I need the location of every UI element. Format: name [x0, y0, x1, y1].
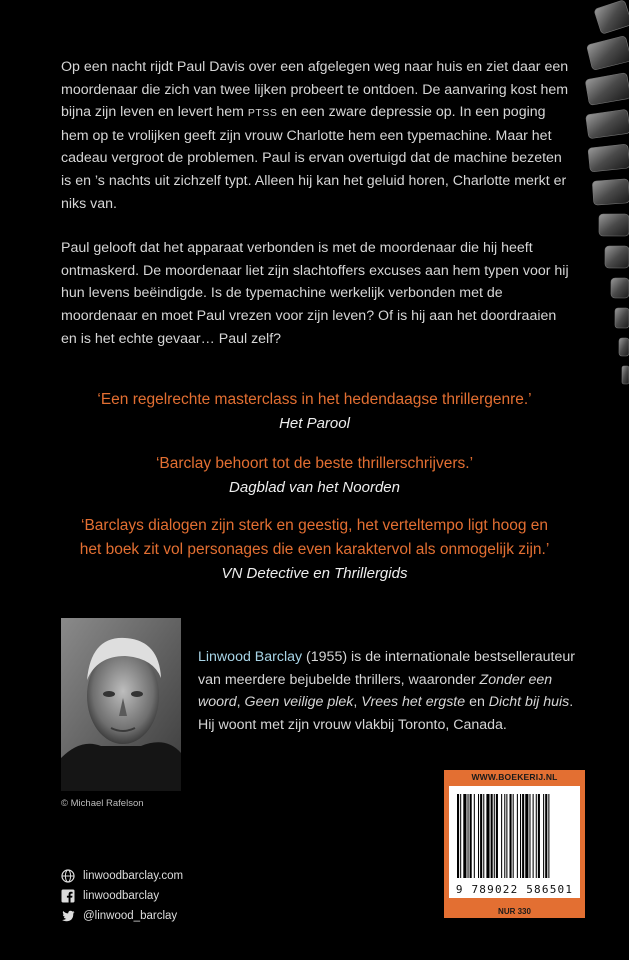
barcode-bar — [543, 794, 544, 878]
quote-text: ‘Barclays dialogen zijn sterk en geestig, het verteltempo ligt hoog en het boek zit vol personages die even karaktervol als onmogelijk zijn.’ — [79, 517, 550, 558]
twitter-link[interactable] — [61, 906, 183, 926]
blurb-paragraph-2: Paul gelooft dat het apparaat verbonden is met de moordenaar die hij heeft ontmaskerd. De moordenaar liet zijn slachtoffers excuses aan hem typen voor hij hun levens beëindigde. Is de typemachine werkelijk verbonden met de moordenaar en moet Paul vrezen voor zijn leven? Of is hij aan het doordraaien en is het echte gevaar… Paul zelf? — [61, 240, 569, 347]
barcode-area — [449, 786, 580, 898]
barcode-bar — [457, 794, 459, 878]
barcode-bar — [506, 794, 507, 878]
review-quote-1 — [40, 388, 589, 436]
quote-source: VN Detective en Thrillergids — [221, 565, 408, 582]
barcode-bar — [496, 794, 498, 878]
ptss-abbr: PTSS — [247, 107, 278, 120]
barcode-bar — [463, 794, 466, 878]
quote-text: ‘Een regelrechte masterclass in het hedendaagse thrillergenre.’ — [97, 391, 532, 408]
quote-source: Het Parool — [279, 415, 350, 432]
barcode-bar — [460, 794, 461, 878]
barcode-bar — [533, 794, 534, 878]
barcode-bar — [538, 794, 540, 878]
facebook-icon — [61, 889, 75, 903]
barcode-bar — [525, 794, 528, 878]
isbn-barcode — [449, 786, 580, 898]
barcode-bar — [474, 794, 475, 878]
barcode-bar — [480, 794, 482, 878]
globe-icon — [61, 869, 75, 883]
barcode-bar — [491, 794, 493, 878]
author-photo — [61, 618, 181, 791]
website-text: linwoodbarclay.com — [83, 870, 184, 882]
barcode-bar — [494, 794, 495, 878]
barcode-bar — [529, 794, 530, 878]
photo-credit: © Michael Rafelson — [61, 798, 144, 809]
review-quote-3 — [70, 514, 559, 586]
barcode-bar — [548, 794, 549, 878]
barcode-panel — [444, 770, 585, 918]
publisher-url: WWW.BOEKERIJ.NL — [471, 772, 558, 782]
author-bio: Linwood Barclay (1955) is de internationale bestsellerauteur van meerdere bejubelde thrillers, waaronder Zonder een woord, Geen veilige plek, Vrees het ergste en Dicht bij huis. Hij woont met zijn vrouw vlakbij Toronto, Canada. — [198, 649, 575, 733]
barcode-bar — [486, 794, 489, 878]
barcode-bar — [478, 794, 479, 878]
barcode-bar — [483, 794, 484, 878]
facebook-text: linwoodbarclay — [83, 890, 160, 902]
facebook-link[interactable] — [61, 886, 183, 906]
twitter-text: @linwood_barclay — [83, 910, 178, 922]
quote-source: Dagblad van het Noorden — [229, 479, 400, 496]
book-title: Dicht bij huis — [488, 694, 570, 711]
barcode-bar — [520, 794, 521, 878]
isbn-digits: 9 789022 586501 — [455, 883, 574, 896]
barcode-bar — [545, 794, 547, 878]
barcode-bar — [468, 794, 469, 878]
review-quote-2 — [40, 452, 589, 500]
book-title: Geen veilige plek — [244, 694, 354, 711]
barcode-bar — [522, 794, 524, 878]
twitter-icon — [61, 909, 75, 923]
quote-text: ‘Barclay behoort tot de beste thrillerschrijvers.’ — [155, 455, 474, 472]
website-link[interactable] — [61, 866, 183, 886]
back-cover-blurb — [61, 56, 571, 350]
barcode-bar — [504, 794, 505, 878]
barcode-bar — [501, 794, 502, 878]
barcode-bar — [510, 794, 512, 878]
barcode-bar — [517, 794, 518, 878]
author-name: Linwood Barclay — [198, 649, 303, 665]
book-title: Zonder een woord — [198, 671, 553, 711]
barcode-bar — [536, 794, 537, 878]
barcode-bar — [470, 794, 472, 878]
social-links — [61, 866, 183, 926]
barcode-bar — [513, 794, 514, 878]
nur-code: NUR 330 — [498, 907, 531, 916]
blurb-paragraph-1: Op een nacht rijdt Paul Davis over een afgelegen weg naar huis en ziet daar een moordenaar die zich van twee lijken probeert te ontdoen. De aanvaring kost hem bijna zijn leven en levert hem PTSS en een zware depressie op. In een poging hem op te vrolijken geeft zijn vrouw Charlotte hem een typemachine. Maar het cadeau vergroot de problemen. Paul is ervan overtuigd dat de machine bezeten is en ’s nachts uit zichzelf typt. Alleen hij kan het geluid horen, Charlotte merkt er niks van. — [61, 59, 569, 212]
book-title: Vrees het ergste — [361, 694, 466, 711]
